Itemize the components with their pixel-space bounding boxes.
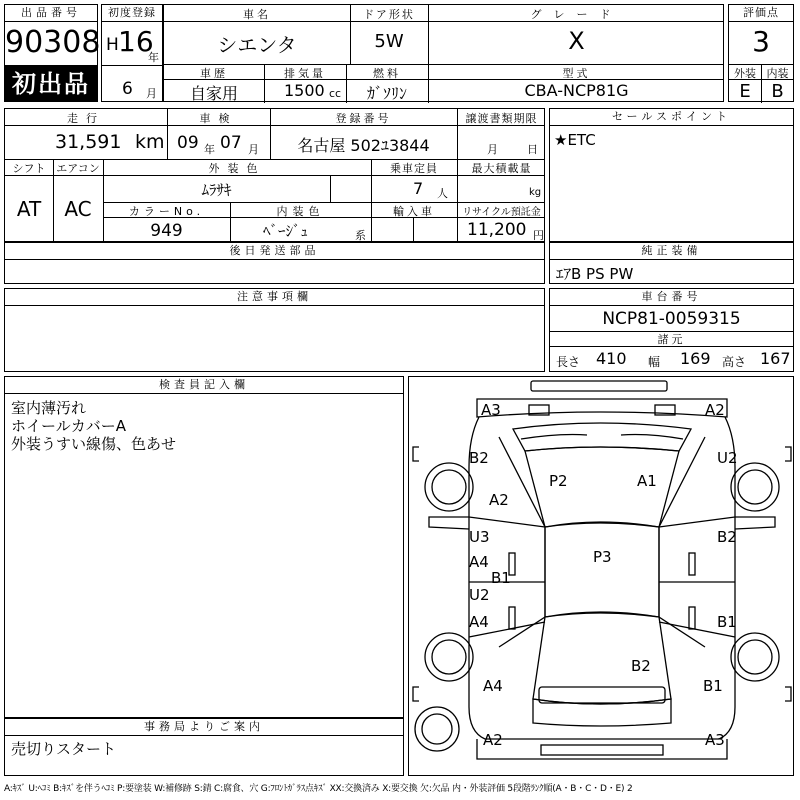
plate-label: 登録番号 xyxy=(335,112,392,125)
lot-number-box xyxy=(4,4,101,66)
mark-a3-front-left: A3 xyxy=(481,401,501,419)
mark-u3-left-door: U3 xyxy=(469,528,490,546)
car-diagram-svg xyxy=(409,377,795,777)
year-unit: 年 xyxy=(148,51,159,64)
legend-text: A:ｷｽﾞ U:ﾍｺﾐ B:ｷｽﾞを伴うﾍｺﾐ P:要塗装 W:補修跡 S:錆 C:腐食、穴 G:ﾌﾛﾝﾄｶﾞﾗｽ点ｷｽﾞ XX:交換済み X:要交換 欠:欠品 内・外装評価 5段階ﾗﾝｸ順(A・B・C・D・E) 2 xyxy=(4,784,633,794)
transfer-month-unit: 月 xyxy=(487,143,498,156)
details-box xyxy=(4,108,545,242)
color-no: 949 xyxy=(150,221,183,241)
exterior-grade: E xyxy=(739,81,751,102)
color-label: 外装色 xyxy=(208,162,266,175)
displacement-unit: cc xyxy=(329,87,342,100)
capacity: 7 xyxy=(413,179,424,198)
reg-year: 16 xyxy=(118,25,154,58)
score-label: 評価点 xyxy=(729,5,793,22)
score-box xyxy=(728,4,794,102)
mark-b2-right-door: B2 xyxy=(717,528,737,546)
grade-label: グレード xyxy=(530,8,623,21)
interior-color: ﾍﾞｰｼﾞｭ xyxy=(263,222,309,240)
import-label: 輸入車 xyxy=(393,205,435,218)
office-text: 売切りスタート xyxy=(11,740,117,758)
mark-a4-left-rear-door: A4 xyxy=(469,613,489,631)
fuel-label: 燃料 xyxy=(373,67,401,80)
height: 167 xyxy=(760,349,791,368)
factory-equipment-label: 純正装備 xyxy=(550,243,793,260)
sales-point-text: ★ETC xyxy=(554,131,596,149)
transfer-label: 譲渡書類期限 xyxy=(465,112,538,125)
color-no-label: カラーNo. xyxy=(128,205,205,218)
inspector-line-3: 外装うすい線傷、色あせ xyxy=(11,435,177,453)
color: ﾑﾗｻｷ xyxy=(201,181,232,199)
transfer-day-unit: 日 xyxy=(527,143,538,156)
car-info-box xyxy=(163,4,724,102)
ac-label: エアコン xyxy=(56,162,100,175)
car-name-label: 車名 xyxy=(243,8,271,21)
height-label: 高さ xyxy=(722,355,747,369)
width: 169 xyxy=(680,349,711,368)
mark-a4-left-door: A4 xyxy=(469,553,489,571)
mark-b2-left-fender: B2 xyxy=(469,449,489,467)
mark-p2-hood: P2 xyxy=(549,472,568,490)
mark-a2-rear-left: A2 xyxy=(483,731,503,749)
inspection-month-unit: 月 xyxy=(248,143,259,156)
car-diagram xyxy=(408,376,794,776)
chassis-label: 車台番号 xyxy=(550,289,793,306)
interior-label: 内装 xyxy=(766,67,789,80)
inspector-line-2: ホイールカバーA xyxy=(11,417,126,435)
interior-color-label: 内装色 xyxy=(276,205,325,218)
plate-number: 名古屋 502ﾕ3844 xyxy=(297,136,430,155)
displacement: 1500 xyxy=(284,81,325,100)
recycle-fee: 11,200 xyxy=(467,220,527,240)
notes-label: 注意事項欄 xyxy=(5,289,544,306)
fuel: ｶﾞｿﾘﾝ xyxy=(366,84,407,103)
mark-a3-rear-right: A3 xyxy=(705,731,725,749)
model-label: 型式 xyxy=(562,67,591,80)
ac: AC xyxy=(64,197,92,221)
lot-number: 90308 xyxy=(5,25,101,60)
era: H xyxy=(106,35,119,55)
history: 自家用 xyxy=(189,84,238,103)
sales-point-box xyxy=(549,108,794,242)
model: CBA-NCP81G xyxy=(524,81,629,100)
mileage-label: 走行 xyxy=(67,112,105,125)
reg-month: 6 xyxy=(122,79,133,99)
shift-label: シフト xyxy=(12,162,46,175)
factory-equipment-box xyxy=(549,242,794,284)
mark-a4-left-quarter: A4 xyxy=(483,677,503,695)
length: 410 xyxy=(596,349,627,368)
mark-u2-right-fender: U2 xyxy=(717,449,738,467)
factory-equipment-text: ｴｱB PS PW xyxy=(556,265,634,283)
later-parts-label: 後日発送部品 xyxy=(5,243,544,260)
load-label: 最大積載量 xyxy=(471,162,532,175)
displacement-label: 排気量 xyxy=(284,67,326,80)
mark-p3-roof: P3 xyxy=(593,548,612,566)
inspection-label: 車検 xyxy=(199,112,238,125)
door-label: ドア形状 xyxy=(363,8,415,21)
office-label: 事務局よりご案内 xyxy=(5,719,403,736)
office-box xyxy=(4,718,404,776)
mileage: 31,591 xyxy=(55,131,122,153)
mark-b2-rear: B2 xyxy=(631,657,651,675)
history-label: 車歴 xyxy=(200,67,228,80)
inspector-line-1: 室内薄汚れ xyxy=(11,399,87,417)
mark-b1-right-quarter: B1 xyxy=(703,677,723,695)
interior-grade: B xyxy=(771,81,784,102)
grade: X xyxy=(568,27,585,55)
mark-b1-left-sill: B1 xyxy=(491,569,511,587)
inspector-label: 検査員記入欄 xyxy=(5,377,403,394)
load-unit: kg xyxy=(529,187,542,198)
first-registration-box xyxy=(101,4,163,102)
mark-a2-front-right: A2 xyxy=(705,401,725,419)
first-registration-label: 初度登録 xyxy=(102,5,162,22)
interior-color-unit: 系 xyxy=(355,229,366,242)
shift: AT xyxy=(16,197,42,221)
score: 3 xyxy=(752,25,770,58)
mark-a2-left-front: A2 xyxy=(489,491,509,509)
lot-number-label: 出品番号 xyxy=(5,5,97,22)
mark-u2-left-rear-door: U2 xyxy=(469,586,490,604)
sales-point-label: セールスポイント xyxy=(550,109,793,126)
length-label: 長さ xyxy=(556,355,581,369)
inspection-month: 07 xyxy=(220,133,242,153)
later-parts-box xyxy=(4,242,545,284)
inspection-year-unit: 年 xyxy=(204,143,215,156)
chassis-box xyxy=(549,288,794,372)
capacity-unit: 人 xyxy=(437,187,448,200)
inspector-box xyxy=(4,376,404,718)
recycle-label: リサイクル預託金 xyxy=(462,207,541,218)
car-name: シエンタ xyxy=(217,33,297,57)
first-listing-badge: 初出品 xyxy=(4,66,98,102)
recycle-unit: 円 xyxy=(533,229,544,242)
capacity-label: 乗車定員 xyxy=(390,162,438,175)
width-label: 幅 xyxy=(648,355,661,369)
mileage-unit: km xyxy=(135,131,165,153)
mark-a1-hood: A1 xyxy=(637,472,657,490)
mark-b1-right-rear-door: B1 xyxy=(717,613,737,631)
inspection-year: 09 xyxy=(177,133,199,153)
exterior-label: 外装 xyxy=(734,67,756,80)
notes-box xyxy=(4,288,545,372)
door-type: 5W xyxy=(374,31,404,52)
dimensions-label: 諸元 xyxy=(657,333,686,346)
month-unit: 月 xyxy=(146,87,157,100)
chassis-number: NCP81-0059315 xyxy=(602,309,741,329)
